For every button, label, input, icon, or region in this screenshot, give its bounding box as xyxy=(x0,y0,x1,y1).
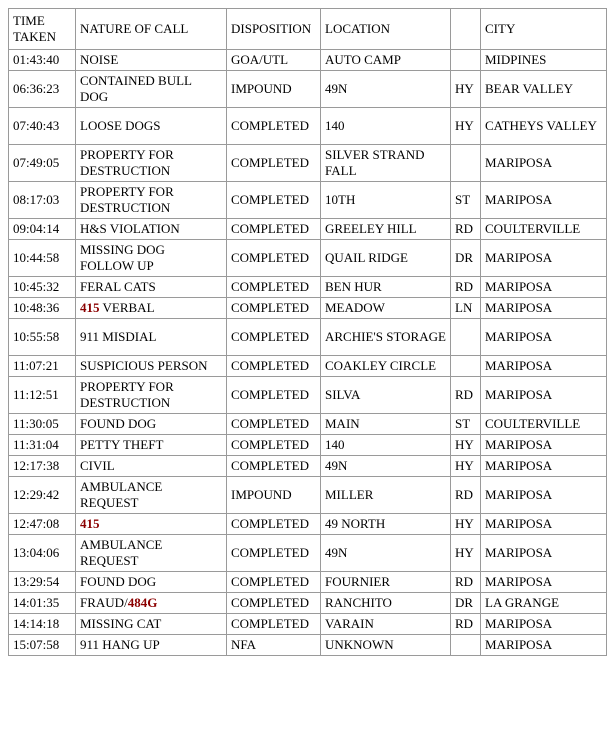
cell-suffix: HY xyxy=(451,108,481,145)
table-row xyxy=(9,219,607,240)
cell-time: 13:04:06 xyxy=(9,535,76,572)
cell-nature xyxy=(76,50,227,71)
cell-suffix xyxy=(451,319,481,356)
cell-time: 14:14:18 xyxy=(9,614,76,635)
cell-disposition: COMPLETED xyxy=(227,145,321,182)
cell-nature xyxy=(76,593,227,614)
cell-city: MARIPOSA xyxy=(481,356,607,377)
header-time-taken: TIME TAKEN xyxy=(9,9,76,50)
nature-code-highlight: 415 xyxy=(80,300,100,315)
cell-city: MARIPOSA xyxy=(481,477,607,514)
cell-time: 09:04:14 xyxy=(9,219,76,240)
cell-disposition: GOA/UTL xyxy=(227,50,321,71)
nature-text: 911 MISDIAL xyxy=(80,329,157,344)
table-row xyxy=(9,298,607,319)
table-row xyxy=(9,435,607,456)
nature-text: MISSING DOG FOLLOW UP xyxy=(80,242,165,273)
cell-suffix: ST xyxy=(451,182,481,219)
table-row xyxy=(9,319,607,356)
cell-suffix: DR xyxy=(451,593,481,614)
cell-location: 49 NORTH xyxy=(321,514,451,535)
cell-nature xyxy=(76,240,227,277)
cell-suffix xyxy=(451,356,481,377)
cell-location: 10TH xyxy=(321,182,451,219)
cell-suffix: HY xyxy=(451,514,481,535)
cell-time: 08:17:03 xyxy=(9,182,76,219)
nature-text: SUSPICIOUS PERSON xyxy=(80,358,208,373)
nature-text: FRAUD/ xyxy=(80,595,128,610)
nature-code-highlight: 484G xyxy=(127,595,158,610)
header-row xyxy=(9,9,607,50)
cell-disposition: IMPOUND xyxy=(227,71,321,108)
cell-location: 49N xyxy=(321,71,451,108)
cell-disposition: COMPLETED xyxy=(227,414,321,435)
cell-suffix xyxy=(451,635,481,656)
nature-text: AMBULANCE REQUEST xyxy=(80,537,163,568)
cell-suffix: HY xyxy=(451,71,481,108)
cell-disposition: COMPLETED xyxy=(227,108,321,145)
cell-disposition: COMPLETED xyxy=(227,298,321,319)
cell-location: COAKLEY CIRCLE xyxy=(321,356,451,377)
cell-location: RANCHITO xyxy=(321,593,451,614)
cell-disposition: COMPLETED xyxy=(227,277,321,298)
cell-time: 15:07:58 xyxy=(9,635,76,656)
cell-nature xyxy=(76,182,227,219)
cell-time: 10:48:36 xyxy=(9,298,76,319)
cell-time: 11:07:21 xyxy=(9,356,76,377)
cell-location: 49N xyxy=(321,535,451,572)
cell-city: MARIPOSA xyxy=(481,298,607,319)
cell-nature xyxy=(76,219,227,240)
cell-time: 12:17:38 xyxy=(9,456,76,477)
cell-city: CATHEYS VALLEY xyxy=(481,108,607,145)
cell-time: 13:29:54 xyxy=(9,572,76,593)
cell-suffix xyxy=(451,145,481,182)
cell-suffix: HY xyxy=(451,535,481,572)
nature-text: FOUND DOG xyxy=(80,574,157,589)
cell-disposition: COMPLETED xyxy=(227,240,321,277)
table-row xyxy=(9,50,607,71)
table-row xyxy=(9,572,607,593)
cell-nature xyxy=(76,535,227,572)
cell-suffix: RD xyxy=(451,277,481,298)
cell-time: 11:12:51 xyxy=(9,377,76,414)
cell-suffix: DR xyxy=(451,240,481,277)
header-location: LOCATION xyxy=(321,9,451,50)
table-row xyxy=(9,593,607,614)
cell-location: GREELEY HILL xyxy=(321,219,451,240)
cell-disposition: COMPLETED xyxy=(227,535,321,572)
nature-text: CONTAINED BULL DOG xyxy=(80,73,192,104)
nature-text: AMBULANCE REQUEST xyxy=(80,479,163,510)
cell-location: FOURNIER xyxy=(321,572,451,593)
cell-time: 10:55:58 xyxy=(9,319,76,356)
nature-text: H&S VIOLATION xyxy=(80,221,180,236)
cell-nature xyxy=(76,456,227,477)
cell-city: MARIPOSA xyxy=(481,145,607,182)
cell-suffix: HY xyxy=(451,435,481,456)
cell-suffix: RD xyxy=(451,614,481,635)
header-suffix xyxy=(451,9,481,50)
cell-time: 10:44:58 xyxy=(9,240,76,277)
cell-city: MIDPINES xyxy=(481,50,607,71)
cell-city: MARIPOSA xyxy=(481,514,607,535)
nature-text: LOOSE DOGS xyxy=(80,118,161,133)
cell-nature xyxy=(76,435,227,456)
cell-city: MARIPOSA xyxy=(481,635,607,656)
table-row xyxy=(9,240,607,277)
cell-location: 140 xyxy=(321,435,451,456)
cell-suffix: RD xyxy=(451,219,481,240)
nature-text: PROPERTY FOR DESTRUCTION xyxy=(80,184,174,215)
table-row xyxy=(9,635,607,656)
cell-disposition: COMPLETED xyxy=(227,182,321,219)
cell-location: MAIN xyxy=(321,414,451,435)
cell-time: 01:43:40 xyxy=(9,50,76,71)
call-log-table xyxy=(8,8,607,656)
nature-text: 911 HANG UP xyxy=(80,637,160,652)
cell-nature xyxy=(76,71,227,108)
nature-text: VERBAL xyxy=(99,300,155,315)
cell-disposition: COMPLETED xyxy=(227,614,321,635)
table-row xyxy=(9,145,607,182)
cell-disposition: COMPLETED xyxy=(227,514,321,535)
cell-nature xyxy=(76,414,227,435)
cell-city: MARIPOSA xyxy=(481,535,607,572)
cell-location: 140 xyxy=(321,108,451,145)
cell-nature xyxy=(76,635,227,656)
table-row xyxy=(9,377,607,414)
cell-location: QUAIL RIDGE xyxy=(321,240,451,277)
nature-text: FERAL CATS xyxy=(80,279,156,294)
cell-suffix: RD xyxy=(451,572,481,593)
cell-city: MARIPOSA xyxy=(481,572,607,593)
cell-time: 11:30:05 xyxy=(9,414,76,435)
cell-city: MARIPOSA xyxy=(481,182,607,219)
cell-disposition: COMPLETED xyxy=(227,435,321,456)
cell-suffix xyxy=(451,50,481,71)
cell-disposition: NFA xyxy=(227,635,321,656)
cell-disposition: COMPLETED xyxy=(227,319,321,356)
nature-text: CIVIL xyxy=(80,458,115,473)
nature-text: PROPERTY FOR DESTRUCTION xyxy=(80,379,174,410)
cell-city: LA GRANGE xyxy=(481,593,607,614)
cell-nature xyxy=(76,145,227,182)
cell-location: AUTO CAMP xyxy=(321,50,451,71)
cell-disposition: COMPLETED xyxy=(227,377,321,414)
cell-nature xyxy=(76,108,227,145)
cell-nature xyxy=(76,377,227,414)
table-row xyxy=(9,356,607,377)
table-row xyxy=(9,514,607,535)
cell-nature xyxy=(76,514,227,535)
cell-city: MARIPOSA xyxy=(481,614,607,635)
cell-city: MARIPOSA xyxy=(481,240,607,277)
cell-suffix: RD xyxy=(451,377,481,414)
cell-disposition: IMPOUND xyxy=(227,477,321,514)
cell-location: ARCHIE'S STORAGE xyxy=(321,319,451,356)
cell-time: 12:47:08 xyxy=(9,514,76,535)
cell-city: MARIPOSA xyxy=(481,377,607,414)
cell-city: MARIPOSA xyxy=(481,435,607,456)
nature-text: PROPERTY FOR DESTRUCTION xyxy=(80,147,174,178)
cell-suffix: HY xyxy=(451,456,481,477)
cell-city: MARIPOSA xyxy=(481,456,607,477)
nature-text: PETTY THEFT xyxy=(80,437,164,452)
table-row xyxy=(9,414,607,435)
cell-nature xyxy=(76,356,227,377)
cell-nature xyxy=(76,614,227,635)
cell-suffix: ST xyxy=(451,414,481,435)
cell-city: MARIPOSA xyxy=(481,277,607,298)
cell-nature xyxy=(76,572,227,593)
cell-city: BEAR VALLEY xyxy=(481,71,607,108)
cell-disposition: COMPLETED xyxy=(227,572,321,593)
table-row xyxy=(9,456,607,477)
cell-time: 14:01:35 xyxy=(9,593,76,614)
nature-text: MISSING CAT xyxy=(80,616,162,631)
cell-nature xyxy=(76,277,227,298)
header-city: CITY xyxy=(481,9,607,50)
cell-location: VARAIN xyxy=(321,614,451,635)
cell-city: COULTERVILLE xyxy=(481,219,607,240)
cell-time: 07:49:05 xyxy=(9,145,76,182)
cell-disposition: COMPLETED xyxy=(227,356,321,377)
cell-nature xyxy=(76,298,227,319)
cell-time: 11:31:04 xyxy=(9,435,76,456)
header-nature-of-call: NATURE OF CALL xyxy=(76,9,227,50)
table-row xyxy=(9,535,607,572)
cell-city: MARIPOSA xyxy=(481,319,607,356)
cell-location: 49N xyxy=(321,456,451,477)
cell-location: BEN HUR xyxy=(321,277,451,298)
cell-location: UNKNOWN xyxy=(321,635,451,656)
cell-suffix: RD xyxy=(451,477,481,514)
table-row xyxy=(9,277,607,298)
nature-text: NOISE xyxy=(80,52,119,67)
cell-disposition: COMPLETED xyxy=(227,219,321,240)
cell-location: SILVER STRAND FALL xyxy=(321,145,451,182)
nature-code-highlight: 415 xyxy=(80,516,100,531)
cell-time: 07:40:43 xyxy=(9,108,76,145)
cell-time: 12:29:42 xyxy=(9,477,76,514)
nature-text: FOUND DOG xyxy=(80,416,157,431)
cell-time: 06:36:23 xyxy=(9,71,76,108)
table-row xyxy=(9,614,607,635)
table-row xyxy=(9,108,607,145)
cell-city: COULTERVILLE xyxy=(481,414,607,435)
header-disposition: DISPOSITION xyxy=(227,9,321,50)
cell-nature xyxy=(76,319,227,356)
cell-location: SILVA xyxy=(321,377,451,414)
cell-disposition: COMPLETED xyxy=(227,593,321,614)
cell-nature xyxy=(76,477,227,514)
cell-location: MEADOW xyxy=(321,298,451,319)
cell-disposition: COMPLETED xyxy=(227,456,321,477)
table-row xyxy=(9,477,607,514)
cell-time: 10:45:32 xyxy=(9,277,76,298)
table-row xyxy=(9,71,607,108)
cell-suffix: LN xyxy=(451,298,481,319)
cell-location: MILLER xyxy=(321,477,451,514)
table-row xyxy=(9,182,607,219)
